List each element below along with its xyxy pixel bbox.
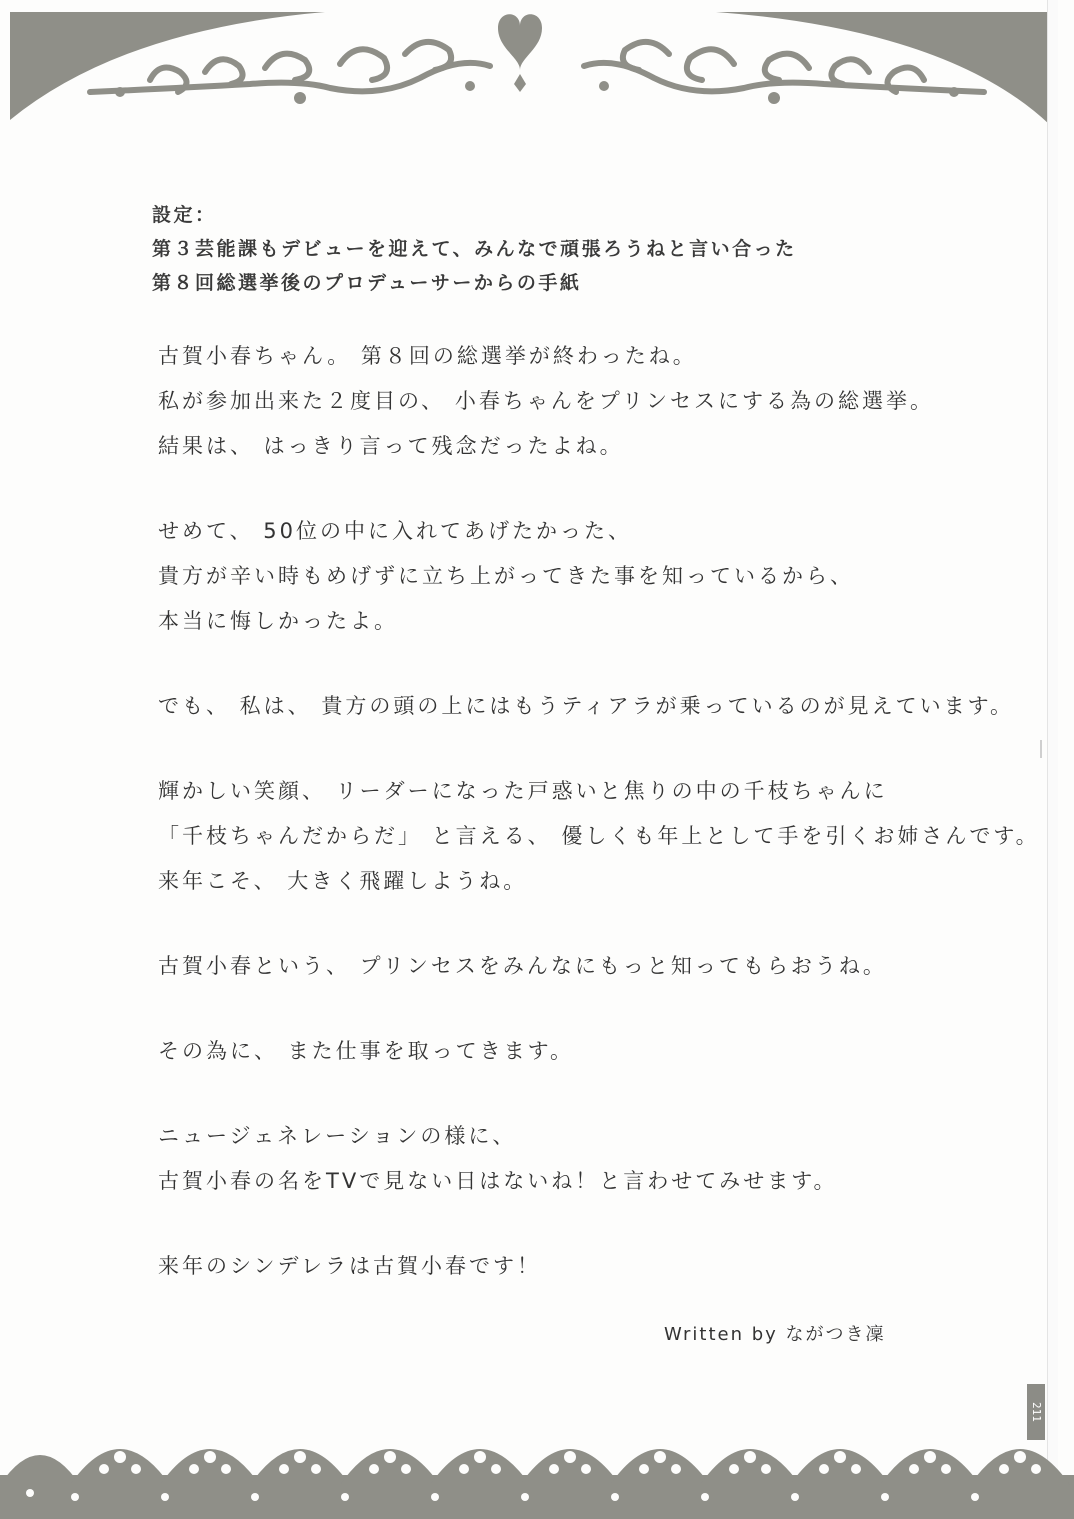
setting-line-1: 第３芸能課もデビューを迎えて、みんなで頑張ろうねと言い合った [152, 238, 797, 260]
letter-line: でも、 私は、 貴方の頭の上にはもうティアラが乗っているのが見えています。 [158, 694, 1014, 718]
letter-body [158, 336, 1040, 1291]
letter-line: 古賀小春の名をTVで見ない日はないね！と言わせてみせます。 [158, 1169, 838, 1193]
letter-line: 結果は、 はっきり言って残念だったよね。 [158, 434, 624, 458]
signature: Written by ながつき凜 [664, 1324, 886, 1345]
letter-line: 来年こそ、 大きく飛躍しようね。 [158, 869, 528, 893]
lace-border [0, 1405, 1074, 1519]
setting-line-2: 第８回総選挙後のプロデューサーからの手紙 [152, 272, 582, 294]
setting-header [152, 198, 912, 300]
letter-line: 私が参加出来た２度目の、 小春ちゃんをプリンセスにする為の総選挙。 [158, 389, 934, 413]
letter-line: その為に、 また仕事を取ってきます。 [158, 1039, 574, 1063]
page-number: 211 [1027, 1384, 1045, 1440]
letter-line: 輝かしい笑顔、 リーダーになった戸惑いと焦りの中の千枝ちゃんに [158, 779, 888, 803]
letter-line: せめて、 50位の中に入れてあげたかった、 [158, 519, 632, 543]
setting-label: 設定： [152, 204, 217, 226]
letter-line: 来年のシンデレラは古賀小春です！ [158, 1254, 542, 1278]
letter-line: 本当に悔しかったよ。 [158, 609, 398, 633]
letter-line: 古賀小春という、 プリンセスをみんなにもっと知ってもらおうね。 [158, 954, 887, 978]
letter-line: ニュージェネレーションの様に、 [158, 1124, 517, 1148]
side-mark [1040, 740, 1042, 758]
letter-line: 貴方が辛い時もめげずに立ち上がってきた事を知っているから、 [158, 564, 854, 588]
page-edge [1047, 0, 1058, 1519]
heart-scroll-ornament [0, 0, 1074, 140]
letter-line: 「千枝ちゃんだからだ」 と言える、 優しくも年上として手を引くお姉さんです。 [158, 824, 1040, 848]
letter-line: 古賀小春ちゃん。 第８回の総選挙が終わったね。 [158, 344, 697, 368]
